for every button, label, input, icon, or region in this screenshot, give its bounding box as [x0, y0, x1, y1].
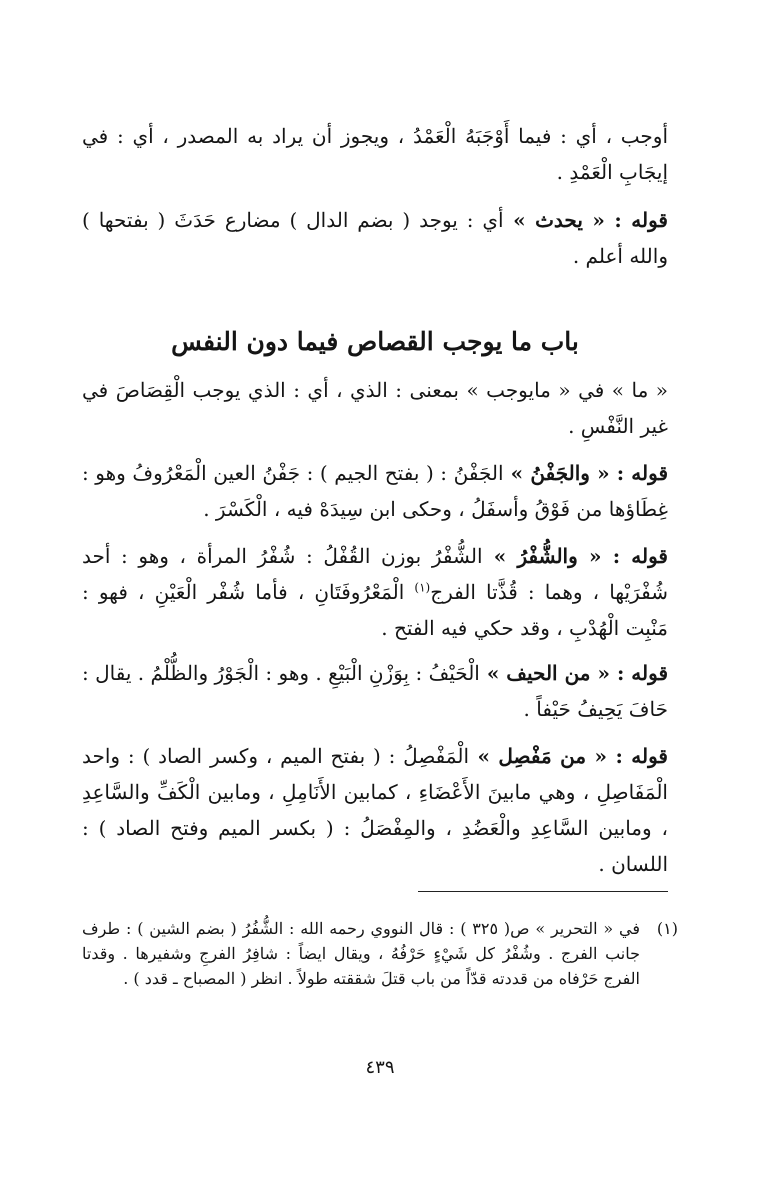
paragraph-4-lead: قوله : « والجَفْنُ » [503, 461, 668, 485]
paragraph-4-body: الجَفْنُ : ( بفتح الجيم ) : جَفْنُ العين الْمَعْرُوفُ وهو : غِطَاؤها من فَوْقُ وأسفَلُ ، وحكى ابن سِيدَهْ فيه ، الْكَسْرَ . [82, 461, 668, 521]
paragraph-5-text [82, 538, 668, 646]
section-heading: باب ما يوجب القصاص فيما دون النفس [171, 327, 579, 356]
paragraph-5-body-b: الْمَعْرُوفَتَانِ ، فأما شُفْر الْعَيْنِ ، فهو : مَنْبِت الْهُدْبِ ، وقد حكي فيه الفتح . [82, 580, 668, 640]
paragraph-6-lead: قوله : « من الحيف » [479, 661, 669, 685]
page-number: ٤٣٩ [365, 1057, 395, 1078]
footnote-marker: (١) [656, 919, 678, 938]
footnote-separator [418, 891, 668, 892]
paragraph-3-text: « ما » في « مايوجب » بمعنى : الذي ، أي : الذي يوجب الْقِصَاصَ في غير النَّفْسِ . [82, 378, 668, 438]
paragraph-7 [82, 738, 668, 882]
paragraph-7-lead: قوله : « من مَفْصِل » [469, 744, 668, 768]
paragraph-2-text [82, 202, 668, 274]
paragraph-2-lead: قوله : « يحدث » [503, 208, 668, 232]
paragraph-5 [82, 538, 668, 646]
paragraph-6-body: الْحَيْفُ : بِوَزْنِ الْبَيْعِ . وهو : الْجَوْرُ والظُّلْمُ . يقال : حَافَ يَحِيفُ حَيْفاً . [82, 661, 668, 721]
paragraph-5-body-a: الشُّفْرُ بوزن القُفْلُ : شُفْرُ المرأة ، وهو : أحد شُفْرَيْها ، وهما : قُذَّتا الفرج [82, 544, 668, 604]
paragraph-7-text [82, 738, 668, 882]
paragraph-6-text [82, 655, 668, 727]
paragraph-4 [82, 455, 668, 527]
footnote [82, 916, 678, 991]
paragraph-1 [82, 118, 668, 190]
paragraph-7-body: الْمَفْصِلُ : ( بفتح الميم ، وكسر الصاد ) : واحد الْمَفَاصِلِ ، وهي مابينَ الأَعْضَاءِ ، كمابين الأَنَامِلِ ، ومابين الْكَفِّ والسَّاعِدِ ، ومابين السَّاعِدِ والْعَضُدِ ، والمِفْصَلُ : ( بكسر الميم وفتح الصاد ) : اللسان . [82, 744, 668, 876]
paragraph-1-text: أوجب ، أي : فيما أَوْجَبَهُ الْعَمْدُ ، ويجوز أن يراد به المصدر ، أي : في إيجَابِ الْعَمْدِ . [82, 124, 668, 184]
paragraph-5-lead: قوله : « والشُّفْرُ » [482, 544, 668, 568]
paragraph-3 [82, 372, 668, 444]
footnote-text: في « التحرير » ص( ٣٢٥ ) : قال النووي رحمه الله : الشُّفُرُ ( بضم الشين ) : طرف جانب الفرج . وشُفْرُ كل شَيْءٍ حَرْفُهُ ، ويقال ايضاً : شافِرُ الفرجِ وشفيرها . وقدتا الفرج حَرْفاه من قددته قدّاً من باب قتلَ شققته طولاً . انظر ( المصباح ـ قدد ) . [82, 919, 640, 988]
paragraph-6 [82, 655, 668, 727]
paragraph-2-body: أي : يوجد ( بضم الدال ) مضارع حَدَثَ ( بفتحها ) والله أعلم . [82, 208, 668, 268]
paragraph-4-text [82, 455, 668, 527]
paragraph-2 [82, 202, 668, 274]
footnote-reference[interactable]: (١) [414, 580, 431, 595]
